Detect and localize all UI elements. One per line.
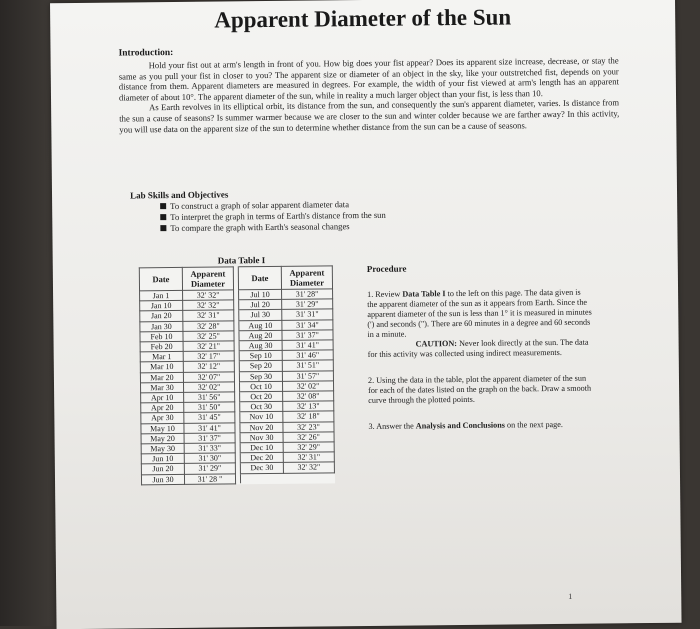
- diameter-cell: 31' 30": [184, 453, 235, 464]
- step1-prefix: 1. Review: [367, 289, 403, 299]
- caution-label: CAUTION:: [415, 339, 458, 349]
- diameter-cell: 32' 23": [283, 421, 334, 432]
- diameter-cell: 32' 25": [183, 331, 234, 342]
- diameter-cell: 31' 45": [184, 412, 235, 423]
- col-header-diameter-2: [281, 266, 332, 290]
- table-header-row: [139, 266, 332, 291]
- diameter-cell: 32' 08": [283, 391, 334, 402]
- diameter-cell: 31' 46": [282, 350, 333, 361]
- date-cell: Jun 20: [141, 464, 184, 475]
- diameter-cell: 31' 34": [282, 319, 333, 330]
- date-cell: Apr 10: [141, 392, 184, 403]
- data-table: [139, 265, 335, 485]
- diameter-cell: 32' 07": [183, 371, 234, 382]
- diameter-cell: 31' 37": [282, 330, 333, 341]
- date-cell: Jun 10: [141, 454, 184, 465]
- diameter-cell: 32' 12": [183, 361, 234, 372]
- diameter-cell: 31' 50": [184, 402, 235, 413]
- diameter-cell: 31' 51": [282, 360, 333, 371]
- date-cell: Feb 10: [140, 331, 183, 342]
- date-cell: Jan 30: [140, 321, 183, 332]
- date-cell: Jan 1: [140, 290, 183, 301]
- date-cell: Mar 30: [140, 382, 183, 393]
- date-cell: Oct 30: [240, 402, 283, 413]
- diameter-cell: 32' 29": [283, 442, 334, 453]
- date-cell: Oct 20: [240, 391, 283, 402]
- procedure-step-2: 2. Using the data in the table, plot the apparent diameter of the sun for each of the dates listed on the graph on the back. Draw a smooth curve through the plotted points.: [367, 373, 592, 405]
- date-cell: Aug 30: [239, 340, 282, 351]
- page-title: Apparent Diameter of the Sun: [214, 4, 512, 33]
- diameter-cell: 32' 28": [183, 320, 234, 331]
- diameter-cell: 32' 31": [283, 452, 334, 463]
- col-header-diameter: [182, 267, 233, 291]
- date-cell: Nov 20: [240, 422, 283, 433]
- diameter-cell: 31' 31": [282, 309, 333, 320]
- caution-text: Never look directly at the sun. The data for this activity was collected using indirect measurements.: [367, 337, 589, 359]
- date-cell: Nov 30: [240, 432, 283, 443]
- date-cell: Apr 30: [141, 413, 184, 424]
- diameter-cell: 32' 31": [183, 310, 234, 321]
- diameter-cell: 31' 28 ": [184, 474, 235, 485]
- objectives-list: [160, 199, 386, 234]
- objective-item: To compare the graph with Earth's seasonal changes: [160, 221, 386, 234]
- date-cell: Sep 20: [239, 361, 282, 372]
- diameter-cell: 31' 29": [282, 299, 333, 310]
- date-cell: Sep 10: [239, 351, 282, 362]
- caution-note: [368, 338, 593, 360]
- intro-heading: Introduction:: [118, 47, 174, 59]
- diameter-cell: 32' 32": [183, 290, 234, 301]
- step1-text: to the left on this page. The data given is the apparent diameter of the sun as it appears from Earth. Since the apparent diameter of the sun is less than 1° it is measured in minutes (') and seconds ("). There are 60 minutes in a degree and 60 seconds in a minute.: [367, 287, 592, 339]
- step3-prefix: 3. Answer the: [368, 421, 416, 431]
- col-header-date-2: Date: [238, 266, 281, 289]
- date-cell: Dec 30: [240, 463, 283, 474]
- empty-cell: [283, 472, 334, 483]
- step3-bold: Analysis and Conclusions: [415, 420, 506, 431]
- step1-bold: Data Table I: [402, 289, 446, 299]
- diameter-cell: 31' 41": [184, 422, 235, 433]
- date-cell: Jun 30: [141, 474, 184, 485]
- col-header-diameter-line1: Apparent: [190, 268, 226, 279]
- step3-text: on the next page.: [504, 419, 563, 430]
- diameter-cell: 32' 02": [282, 381, 333, 392]
- date-cell: Dec 10: [240, 442, 283, 453]
- diameter-cell: 31' 29": [184, 463, 235, 474]
- date-cell: Jan 10: [140, 301, 183, 312]
- date-cell: Jan 20: [140, 311, 183, 322]
- date-cell: Mar 10: [140, 362, 183, 373]
- date-cell: Aug 10: [239, 320, 282, 331]
- diameter-cell: 31' 56": [184, 392, 235, 403]
- lab-skills-heading: Lab Skills and Objectives: [129, 189, 229, 201]
- procedure-step-1: [367, 288, 593, 360]
- date-cell: Jul 30: [239, 310, 282, 321]
- objective-item: To construct a graph of solar apparent diameter data: [160, 199, 386, 212]
- empty-cell: [240, 473, 283, 484]
- diameter-cell: 32' 18": [283, 411, 334, 422]
- objective-item: To interpret the graph in terms of Earth's distance from the sun: [160, 210, 386, 223]
- col-header-diameter-2-line2: Diameter: [289, 277, 324, 288]
- date-cell: Aug 20: [239, 330, 282, 341]
- diameter-cell: 32' 32": [183, 300, 234, 311]
- date-cell: Oct 10: [239, 381, 282, 392]
- col-header-diameter-line2: Diameter: [190, 278, 225, 289]
- worksheet-page: [50, 0, 682, 629]
- date-cell: Mar 20: [140, 372, 183, 383]
- intro-paragraph-1: Hold your fist out at arm's length in front of you. How big does your fist appear? Does its apparent size increase, decrease, or stay the same as you pull your fist in closer to you? The apparent size or diameter of an object in the sky, like your outstretched fist, depends on your distance from them. Apparent diameters are measured in degrees. For example, the width of your fist viewed at arm's length has an apparent diameter of about 10°. The apparent diameter of the sun, while in reality a much larger object than your fist, is less than 10.: [118, 55, 619, 103]
- procedure-heading: Procedure: [366, 263, 407, 274]
- diameter-cell: 31' 37": [184, 433, 235, 444]
- intro-text: [119, 55, 620, 134]
- diameter-cell: 32' 17": [183, 351, 234, 362]
- procedure-step-3: [368, 420, 593, 432]
- date-cell: Feb 20: [140, 341, 183, 352]
- diameter-cell: 31' 41": [282, 340, 333, 351]
- date-cell: Apr 20: [141, 403, 184, 414]
- intro-paragraph-2: As Earth revolves in its elliptical orbit, its distance from the sun, and consequently the sun's apparent diameter, varies. Is distance from the sun a cause of seasons? Is summer warmer because we are closer to the sun and winter colder because we are farther away? In this activity, you will use data on the apparent size of the sun to determine whether distance from the sun can be a cause of seasons.: [119, 97, 620, 135]
- col-header-diameter-2-line1: Apparent: [289, 267, 325, 278]
- diameter-cell: 32' 21": [183, 341, 234, 352]
- diameter-cell: 31' 57": [282, 370, 333, 381]
- diameter-cell: 32' 02": [183, 382, 234, 393]
- date-cell: Mar 1: [140, 352, 183, 363]
- diameter-cell: 31' 33": [184, 443, 235, 454]
- date-cell: Jul 20: [239, 300, 282, 311]
- diameter-cell: 32' 26": [283, 432, 334, 443]
- date-cell: Nov 10: [240, 412, 283, 423]
- table-body: [140, 289, 335, 485]
- col-header-date: Date: [139, 267, 182, 290]
- date-cell: Dec 20: [240, 453, 283, 464]
- date-cell: Jul 10: [239, 289, 282, 300]
- table-row: [141, 472, 334, 484]
- page-number: 1: [568, 591, 573, 601]
- date-cell: May 30: [141, 443, 184, 454]
- diameter-cell: 32' 13": [283, 401, 334, 412]
- diameter-cell: 31' 28": [282, 289, 333, 300]
- procedure-list: [367, 288, 594, 448]
- date-cell: May 10: [141, 423, 184, 434]
- diameter-cell: 32' 32": [283, 462, 334, 473]
- date-cell: May 20: [141, 433, 184, 444]
- data-table-title: Data Table I: [217, 255, 266, 266]
- date-cell: Sep 30: [239, 371, 282, 382]
